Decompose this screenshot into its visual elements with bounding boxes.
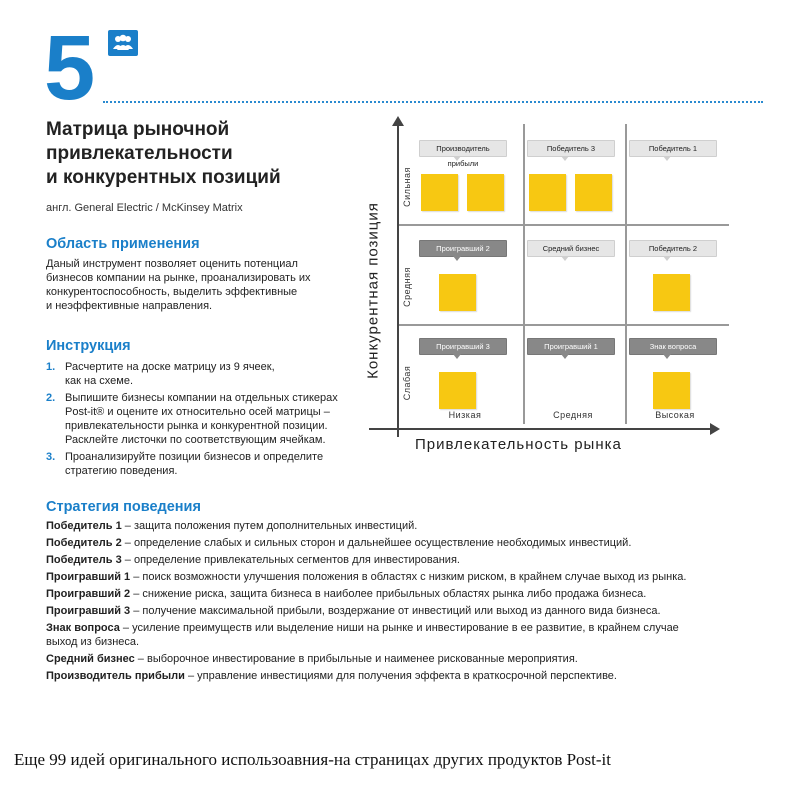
ge-mckinsey-matrix (355, 112, 785, 462)
sticky-note (529, 174, 566, 211)
callout-pointer-icon (663, 156, 671, 161)
cell-label: Проигравший 2 (419, 240, 507, 257)
strategy-term: Победитель 1 (46, 520, 122, 532)
cell-label: Проигравший 3 (419, 338, 507, 355)
strategy-term: Производитель прибыли (46, 670, 185, 682)
y-axis (397, 122, 399, 437)
callout-pointer-icon (453, 354, 461, 359)
strategy-item (46, 604, 746, 618)
strategy-term: Знак вопроса (46, 622, 120, 634)
strategy-item (46, 536, 746, 550)
strategy-item (46, 519, 746, 533)
instruction-step (46, 391, 366, 447)
callout-pointer-icon (453, 156, 461, 161)
col-label: Высокая (655, 410, 695, 420)
strategy-item (46, 621, 746, 649)
people-icon (108, 30, 138, 56)
x-axis (369, 428, 714, 430)
row-label: Слабая (402, 365, 412, 401)
instruction-heading: Инструкция (46, 338, 131, 354)
sticky-note (421, 174, 458, 211)
page-title: Матрица рыночной привлекательности и конкурентных позиций (46, 119, 281, 188)
cell-label: Производитель прибыли (419, 140, 507, 157)
step-text: Выпишите бизнесы компании на отдельных стикерах Post-it® и оцените их относительно осей матрицы – привлекательности рынка и конкурентной позиции. Расклейте листочки по соответствующим ячейкам. (65, 392, 338, 446)
strategy-heading: Стратегия поведения (46, 499, 201, 515)
step-text: Расчертите на доске матрицу из 9 ячеек, как на схеме. (65, 361, 275, 387)
y-axis-arrow-icon (392, 116, 404, 126)
grid-line (399, 224, 729, 226)
cell-label: Победитель 3 (527, 140, 615, 157)
strategy-term: Средний бизнес (46, 653, 135, 665)
callout-pointer-icon (561, 256, 569, 261)
callout-pointer-icon (561, 156, 569, 161)
row-label: Средняя (402, 267, 412, 307)
strategy-desc: – защита положения путем дополнительных инвестиций. (121, 520, 418, 532)
step-text: Проанализируйте позиции бизнесов и определите стратегию поведения. (65, 451, 324, 477)
cell-label: Знак вопроса (629, 338, 717, 355)
strategy-desc: – получение максимальной прибыли, воздержание от инвестиций или выход из данного вида бизнеса. (130, 605, 661, 617)
strategy-desc: – определение привлекательных сегментов для инвестирования. (121, 554, 460, 566)
strategy-desc: – управление инвестициями для получения эффекта в краткосрочной перспективе. (184, 670, 617, 682)
x-axis-label: Привлекательность рынка (415, 436, 622, 453)
instruction-step (46, 450, 366, 478)
scope-heading: Область применения (46, 236, 200, 252)
instruction-steps (46, 360, 366, 481)
strategy-desc: – поиск возможности улучшения положения в областях с низким риском, в крайнем случае выход из рынка. (130, 571, 687, 583)
callout-pointer-icon (663, 354, 671, 359)
strategy-item (46, 587, 746, 601)
instruction-step (46, 360, 366, 388)
cell-label: Средний бизнес (527, 240, 615, 257)
callout-pointer-icon (453, 256, 461, 261)
strategy-item (46, 669, 746, 683)
page-subtitle: англ. General Electric / McKinsey Matrix (46, 202, 243, 214)
step-number: 2. (46, 392, 56, 404)
strategy-term: Проигравший 1 (46, 571, 131, 583)
row-label: Сильная (402, 167, 412, 207)
sticky-note (439, 372, 476, 409)
strategy-list (46, 519, 746, 686)
strategy-desc: – усиление преимуществ или выделение ниши на рынке и инвестирование в ее развитие, в крайнем случае выход из бизнеса. (46, 622, 679, 648)
x-axis-arrow-icon (710, 423, 720, 435)
step-number: 1. (46, 361, 56, 373)
sticky-note (653, 372, 690, 409)
cell-label: Победитель 1 (629, 140, 717, 157)
strategy-item (46, 553, 746, 567)
sticky-note (439, 274, 476, 311)
sticky-note (467, 174, 504, 211)
callout-pointer-icon (561, 354, 569, 359)
strategy-term: Победитель 3 (46, 554, 122, 566)
strategy-desc: – определение слабых и сильных сторон и дальнейшее осуществление необходимых инвестиций. (121, 537, 632, 549)
grid-line (399, 324, 729, 326)
grid-line (523, 124, 525, 424)
cell-label: Победитель 2 (629, 240, 717, 257)
strategy-item (46, 570, 746, 584)
callout-pointer-icon (663, 256, 671, 261)
scope-text: Даный инструмент позволяет оценить потенциал бизнесов компании на рынке, проанализировать их конкурентоспособность, выделить эффективные и неэффективные направления. (46, 258, 311, 312)
col-label: Средняя (553, 410, 593, 420)
sticky-note (653, 274, 690, 311)
section-number: 5 (44, 17, 94, 119)
y-axis-label: Конкурентная позиция (364, 202, 382, 379)
strategy-term: Проигравший 2 (46, 588, 131, 600)
grid-line (625, 124, 627, 424)
strategy-item (46, 652, 746, 666)
col-label: Низкая (448, 410, 482, 420)
header-divider (103, 101, 763, 103)
strategy-term: Победитель 2 (46, 537, 122, 549)
cell-label: Проигравший 1 (527, 338, 615, 355)
strategy-desc: – выборочное инвестирование в прибыльные и наименее рискованные мероприятия. (134, 653, 578, 665)
strategy-term: Проигравший 3 (46, 605, 131, 617)
strategy-desc: – снижение риска, защита бизнеса в наиболее прибыльных областях рынка либо продажа бизнеса. (130, 588, 647, 600)
footer-note: Еще 99 идей оригинального использоавния-на страницах других продуктов Post-it (14, 750, 612, 769)
sticky-note (575, 174, 612, 211)
step-number: 3. (46, 451, 56, 463)
